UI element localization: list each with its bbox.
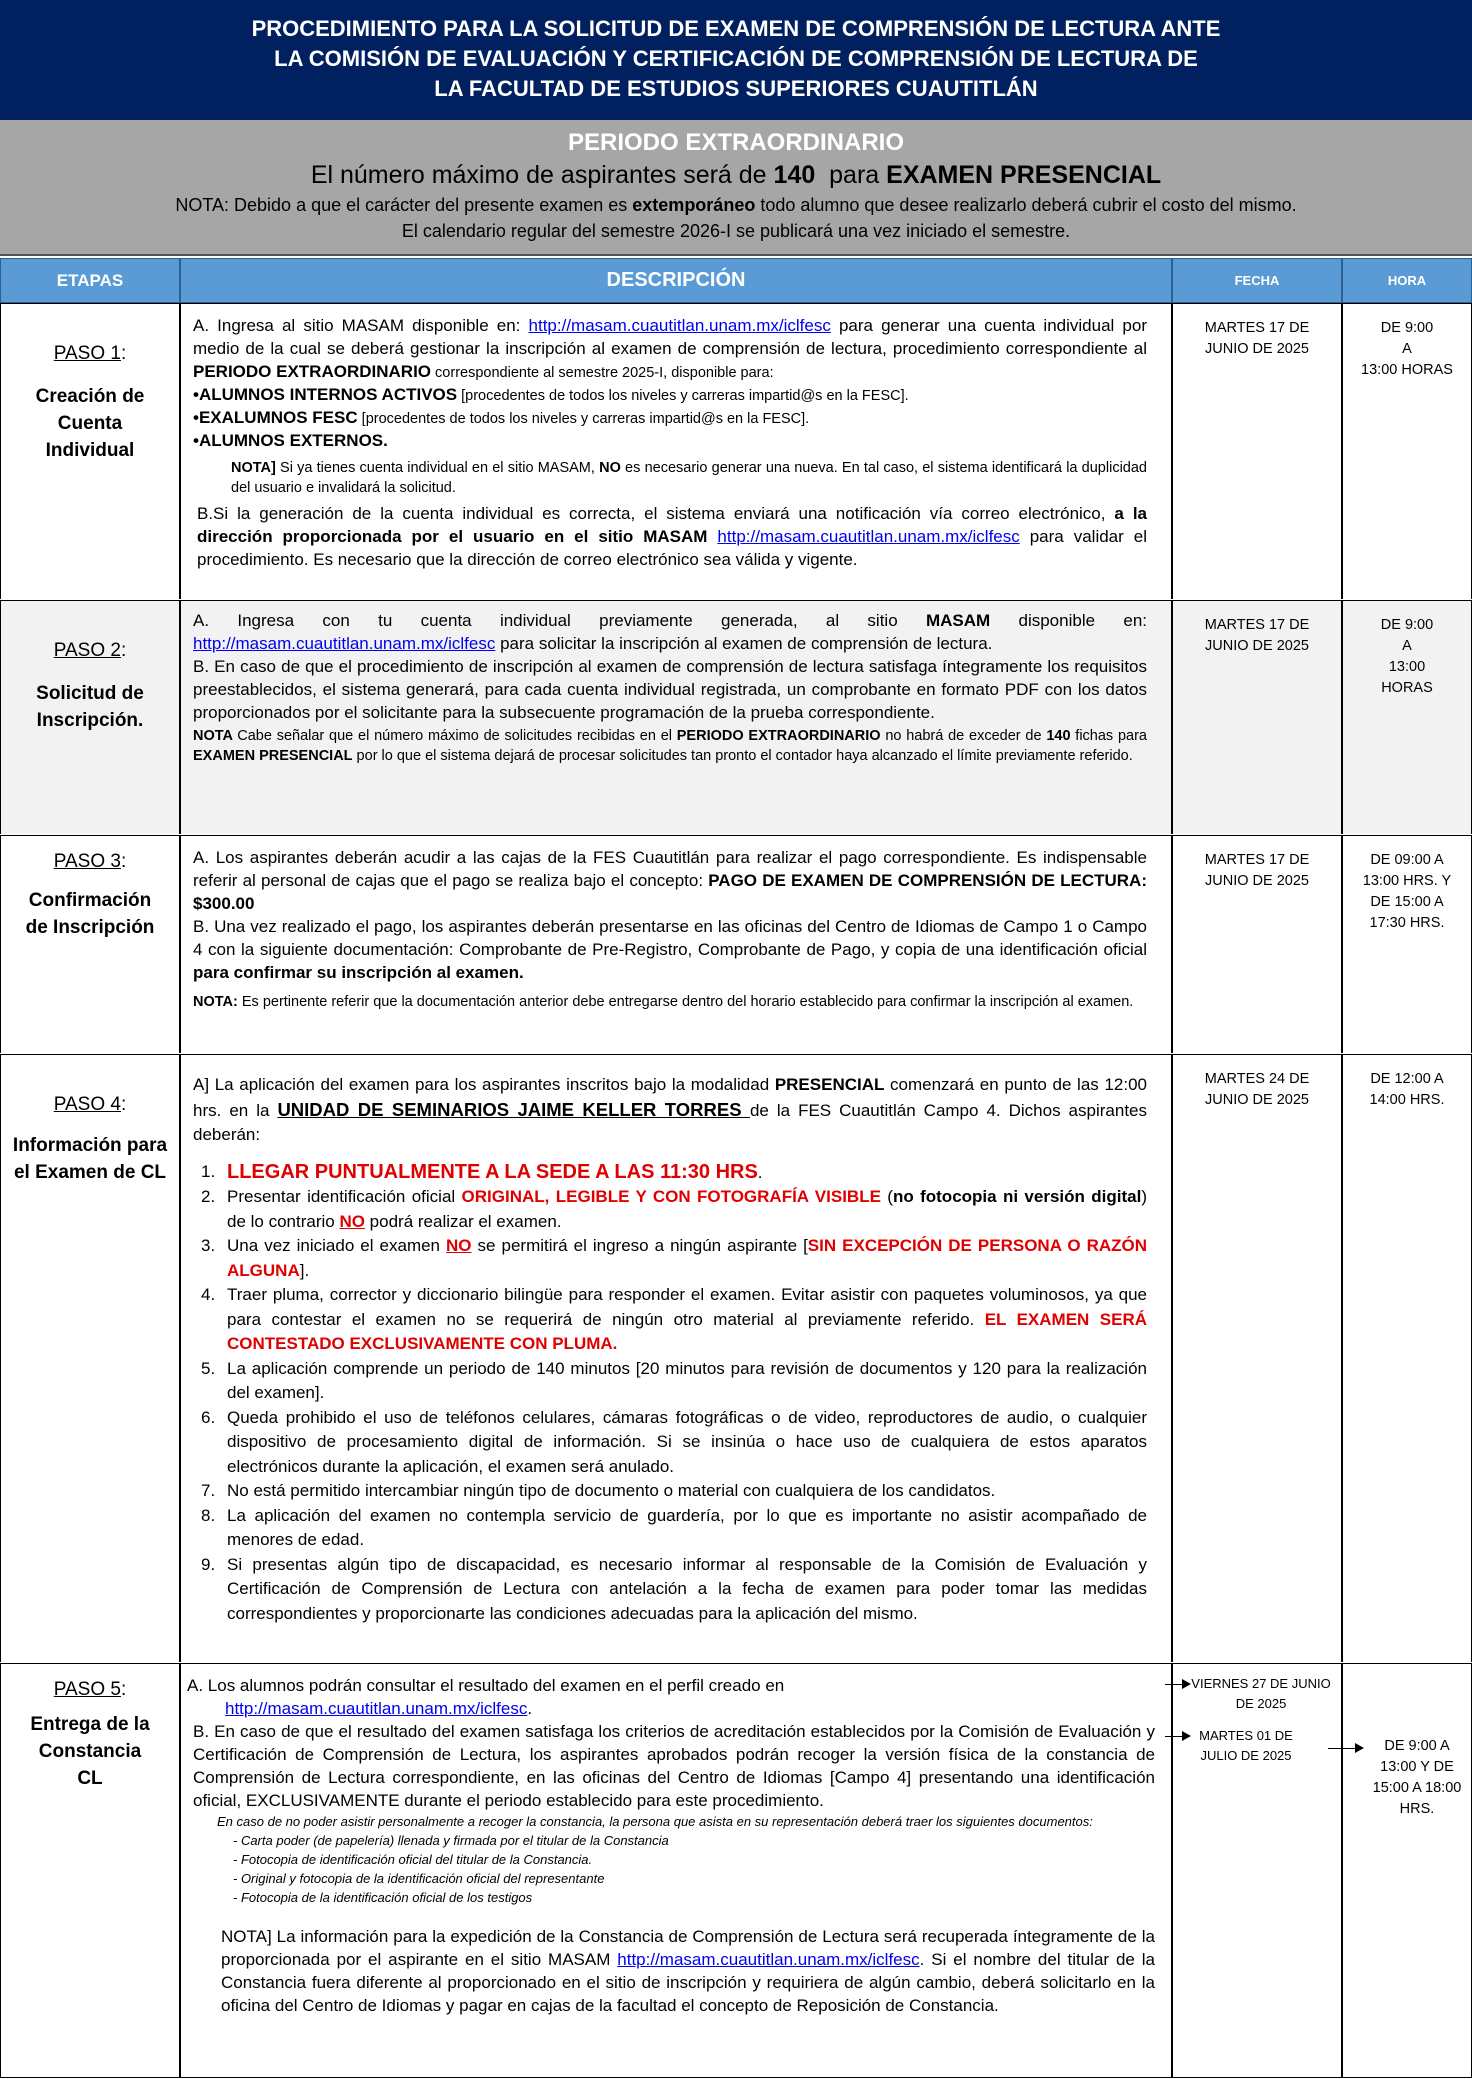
document-title: PROCEDIMIENTO PARA LA SOLICITUD DE EXAMEN DE COMPRENSIÓN DE LECTURA ANTE LA COMISIÓN DE EVALUACIÓN Y CERTIFICACIÓN DE COMPRENSIÓN DE LECTURA DE LA FACULTAD DE ESTUDIOS SUPERIORES CUAUTITLÁN (0, 0, 1472, 120)
paso-4-fecha: MARTES 24 DE JUNIO DE 2025 (1172, 1055, 1342, 1662)
paso-3-description: A. Los aspirantes deberán acudir a las cajas de la FES Cuautitlán para realizar el pago correspondiente. Es indispensable referir al personal de cajas que el pago se realiza bajo el concepto: PAGO DE EXAMEN DE COMPRENSIÓN DE LECTURA: $300.00 B. Una vez realizado el pago, los aspirantes deberán presentarse en las oficinas del Centro de Idiomas de Campo 1 o Campo 4 con la siguiente documentación: Comprobante de Pre-Registro, Comprobante de Pago, y copia de una identificación oficial para confirmar su inscripción al examen. NOTA: Es pertinente referir que la documentación anterior debe entregarse dentro del horario establecido para confirmar la inscripción al examen. (180, 836, 1172, 1053)
periodo-title: PERIODO EXTRAORDINARIO (567, 129, 905, 156)
col-hora: HORA (1342, 258, 1472, 303)
arrow-right-icon (1328, 1748, 1362, 1749)
max-aspirantes: El número máximo de aspirantes será de 140 para EXAMEN PRESENCIAL (310, 161, 1162, 189)
fecha-entrega: MARTES 01 DE JULIO DE 2025 (1199, 1728, 1293, 1763)
paso-4-label: PASO 4: Información para el Examen de CL (0, 1055, 180, 1662)
arrow-right-icon (1165, 1684, 1189, 1685)
paso-3-label: PASO 3: Confirmación de Inscripción (0, 836, 180, 1053)
paso-2-row (0, 600, 1472, 834)
masam-link[interactable]: http://masam.cuautitlan.unam.mx/iclfesc (617, 1950, 920, 1969)
representante-docs: En caso de no poder asistir personalmente a recoger la constancia, la persona que asista en su representación deberá traer los siguientes documentos: - Carta poder (de papelería) llenada y firmada por el titular de la Constancia - Fotocopia de identificación oficial del titular de la Constancia. - Original y fotocopia de la identificación oficial del representante - Fotocopia de la identificación oficial de los testigos (217, 1814, 1093, 1905)
paso-3-hora: DE 09:00 A 13:00 HRS. Y DE 15:00 A 17:30 HRS. (1342, 836, 1472, 1053)
paso-2-hora: DE 9:00 A 13:00 HORAS (1342, 601, 1472, 834)
paso-1-fecha: MARTES 17 DE JUNIO DE 2025 (1172, 304, 1342, 599)
calendario-note: El calendario regular del semestre 2026-I se publicará una vez iniciado el semestre. (401, 221, 1071, 241)
paso-4-hora: DE 12:00 A 14:00 HRS. (1342, 1055, 1472, 1662)
paso-1-description: A. Ingresa al sitio MASAM disponible en: http://masam.cuautitlan.unam.mx/iclfesc para generar una cuenta individual por medio de la cual se deberá gestionar la inscripción al examen de comprensión de lectura, procedimiento correspondiente al PERIODO EXTRAORDINARIO correspondiente al semestre 2025-I, disponible para: •ALUMNOS INTERNOS ACTIVOS [procedentes de todos los niveles y carreras impartid@s en la FESC]. •EXALUMNOS FESC [procedentes de todos los niveles y carreras impartid@s en la FESC]. •ALUMNOS EXTERNOS. NOTA] Si ya tienes cuenta individual en el sitio MASAM, NO es necesario generar una nueva. En tal caso, el sistema identificará la duplicidad del usuario e invalidará la solicitud. B.Si la generación de la cuenta individual es correcta, el sistema enviará una notificación vía correo electrónico, a la dirección proporcionada por el usuario en el sitio MASAM http://masam.cuautitlan.unam.mx/iclfesc para validar el procedimiento. Es necesario que la dirección de correo electrónico sea válida y vigente. (180, 304, 1172, 599)
masam-link[interactable]: http://masam.cuautitlan.unam.mx/iclfesc (225, 1699, 528, 1718)
col-etapas: ETAPAS (0, 258, 180, 303)
paso-1-row (0, 303, 1472, 599)
paso-2-fecha: MARTES 17 DE JUNIO DE 2025 (1172, 601, 1342, 834)
paso-1-label: PASO 1: Creación de Cuenta Individual (0, 304, 180, 599)
col-fecha: FECHA (1172, 258, 1342, 303)
periodo-banner (0, 120, 1472, 256)
paso-2-description: A. Ingresa con tu cuenta individual previamente generada, al sitio MASAM disponible en: http://masam.cuautitlan.unam.mx/iclfesc para solicitar la inscripción al examen de comprensión de lectura. B. En caso de que el procedimiento de inscripción al examen de comprensión de lectura satisfaga íntegramente los requisitos preestablecidos, el sistema generará, para cada cuenta individual registrada, un comprobante en formato PDF con los datos proporcionados por el solicitante para la subsecuente programación de la prueba correspondiente. NOTA Cabe señalar que el número máximo de solicitudes recibidas en el PERIODO EXTRAORDINARIO no habrá de exceder de 140 fichas para EXAMEN PRESENCIAL por lo que el sistema dejará de procesar solicitudes tan pronto el contador haya alcanzado el límite previamente referido. (180, 601, 1172, 834)
paso-5-hora: DE 9:00 A 13:00 Y DE 15:00 A 18:00 HRS. (1342, 1664, 1472, 2077)
periodo-note: NOTA: Debido a que el carácter del presente examen es extemporáneo todo alumno que desee realizarlo deberá cubrir el costo del mismo. (175, 195, 1297, 215)
paso-1-hora: DE 9:00 A 13:00 HORAS (1342, 304, 1472, 599)
col-descripcion: DESCRIPCIÓN (180, 258, 1172, 303)
paso-2-label: PASO 2: Solicitud de Inscripción. (0, 601, 180, 834)
masam-link[interactable]: http://masam.cuautitlan.unam.mx/iclfesc (528, 316, 831, 335)
paso-5-description: A. Los alumnos podrán consultar el resultado del examen en el perfil creado en http://masam.cuautitlan.unam.mx/iclfesc. B. En caso de que el resultado del examen satisfaga los criterios de acreditación establecidos por la Comisión de Evaluación y Certificación de Comprensión de Lectura, los aspirantes aprobados podrán recoger la versión física de la constancia de Comprensión de Lectura correspondiente, en las oficinas del Centro de Idiomas [Campo 4] presentando una identificación oficial, EXCLUSIVAMENTE durante el periodo establecido para este procedimiento. En caso de no poder asistir personalmente a recoger la constancia, la persona que asista en su representación deberá traer los siguientes documentos: - Carta poder (de papelería) llenada y firmada por el titular de la Constancia - Fotocopia de identificación oficial del titular de la Constancia. - Original y fotocopia de la identificación oficial del representante - Fotocopia de la identificación oficial de los testigos NOTA] La información para la expedición de la Constancia de Comprensión de Lectura será recuperada íntegramente de la proporcionada por el aspirante en el sitio MASAM http://masam.cuautitlan.unam.mx/iclfesc. Si el nombre del titular de la Constancia fuera diferente al proporcionado en el sitio de inscripción y requiriera de algún cambio, deberá solicitarlo en la oficina del Centro de Idiomas y pagar en cajas de la facultad el concepto de Reposición de Constancia. (180, 1664, 1172, 2077)
fecha-resultados: VIERNES 27 DE JUNIO DE 2025 (1191, 1676, 1331, 1711)
paso-3-fecha: MARTES 17 DE JUNIO DE 2025 (1172, 836, 1342, 1053)
paso-4-row (0, 1054, 1472, 1662)
paso-4-description: A] La aplicación del examen para los aspirantes inscritos bajo la modalidad PRESENCIAL comenzará en punto de las 12:00 hrs. en la UNIDAD DE SEMINARIOS JAIME KELLER TORRES de la FES Cuautitlán Campo 4. Dichos aspirantes deberán: 1. LLEGAR PUNTUALMENTE A LA SEDE A LAS 11:30 HRS. 2. Presentar identificación oficial ORIGINAL, LEGIBLE Y CON FOTOGRAFÍA VISIBLE (no fotocopia ni versión digital) de lo contrario NO podrá realizar el examen. 3. Una vez iniciado el examen NO se permitirá el ingreso a ningún aspirante [SIN EXCEPCIÓN DE PERSONA O RAZÓN ALGUNA]. 4. Traer pluma, corrector y diccionario bilingüe para responder el examen. Evitar asistir con paquetes voluminosos, ya que para contestar el examen no se requerirá de ningún otro material al previamente referido. EL EXAMEN SERÁ CONTESTADO EXCLUSIVAMENTE CON PLUMA. 5. La aplicación comprende un periodo de 140 minutos [20 minutos para revisión de documentos y 120 para la realización del examen]. 6. Queda prohibido el uso de teléfonos celulares, cámaras fotográficas o de video, reproductores de audio, o cualquier dispositivo de procesamiento digital de información. Si se insinúa o hace uso de cualquiera de estos aparatos electrónicos durante la aplicación, el examen será anulado. 7. No está permitido intercambiar ningún tipo de documento o material con cualquiera de los candidatos. 8. La aplicación del examen no contempla servicio de guardería, por lo que es importante no asistir acompañado de menores de edad. 9. Si presentas algún tipo de discapacidad, es necesario informar al responsable de la Comisión de Evaluación y Certificación de Comprensión de Lectura con antelación a la fecha de examen para poder tomar las medidas correspondientes y proporcionarte las condiciones adecuadas para la aplicación del mismo. (180, 1055, 1172, 1662)
paso-5-fecha (1172, 1664, 1342, 2077)
paso-5-label: PASO 5: Entrega de la Constancia CL (0, 1664, 180, 2077)
paso-5-row (0, 1663, 1472, 2078)
masam-link[interactable]: http://masam.cuautitlan.unam.mx/iclfesc (717, 527, 1020, 546)
paso-3-row (0, 835, 1472, 1053)
arrow-right-icon (1165, 1736, 1189, 1737)
masam-link[interactable]: http://masam.cuautitlan.unam.mx/iclfesc (193, 634, 496, 653)
